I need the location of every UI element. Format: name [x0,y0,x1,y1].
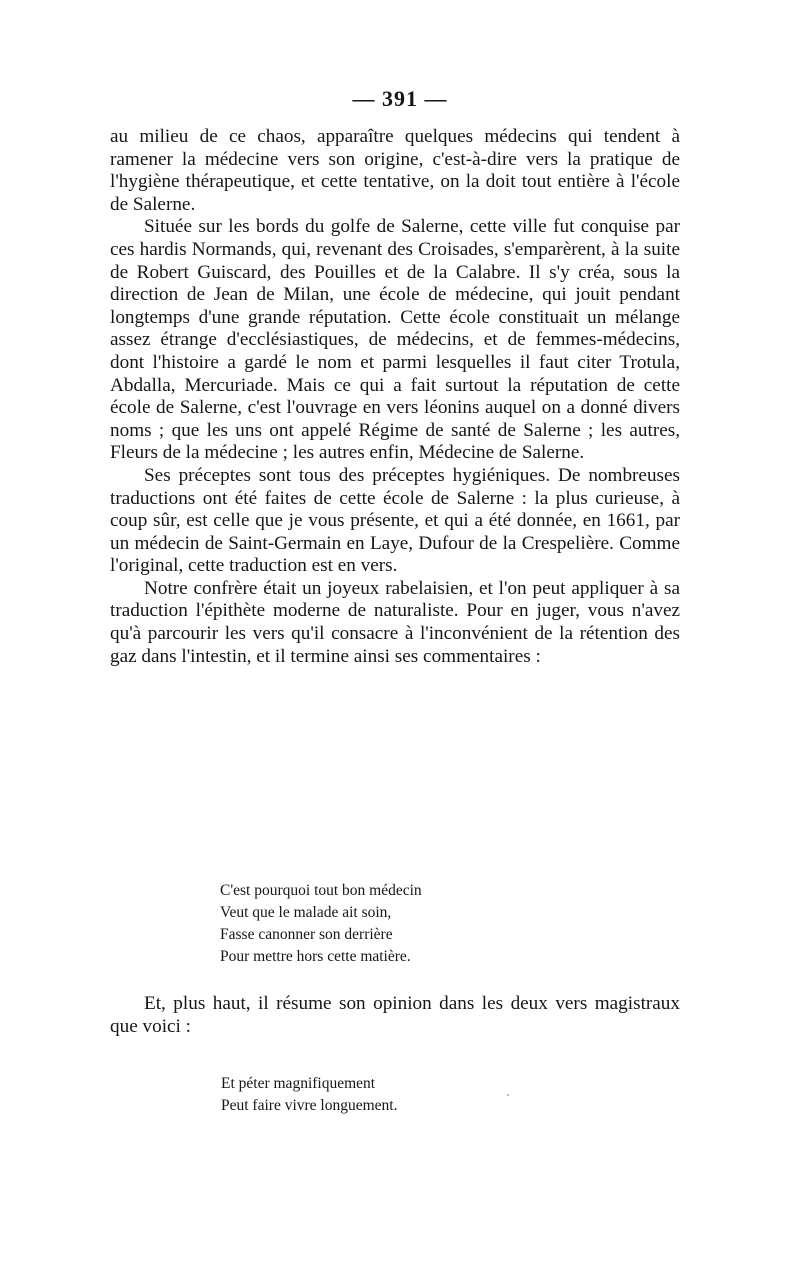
main-text [110,126,680,668]
paragraph-2-body: Située sur les bords du golfe de Salerne, cette ville fut conquise par ces hardis Normands, qui, revenant des Croisades, s'emparèrent, à la suite de Robert Guiscard, des Pouilles et de la Calabre. Il s'y créa, sous la direction de Jean de Milan, une école de médecine, qui jouit pendant longtemps d'une grande réputation. Cette école constituait un mélange assez étrange d'ecclésiastiques, de médecins, et de femmes-médecins, dont l'histoire a gardé le nom et parmi lesquelles il faut citer Trotula, Abdalla, Mercuriade. Mais ce qui a fait surtout la réputation de cette école de Salerne, c'est l'ouvrage en vers léonins auquel on a donné divers noms ; que les uns ont appelé Régime de santé de Salerne ; les autres, Fleurs de la médecine ; les autres enfin, Médecine de Salerne. [110,216,680,464]
verse-quote-1 [220,880,422,968]
verse-line: Fasse canonner son derrière [220,926,393,943]
verse-line: Veut que le malade ait soin, [220,904,392,921]
paragraph-3: Ses préceptes sont tous des préceptes hygiéniques. De nombreuses traductions ont été faites de cette école de Salerne : la plus curieuse, à coup sûr, est celle que je vous présente, et qui a été donnée, en 1661, par un médecin de Saint-Germain en Laye, Dufour de la Crespelière. Comme l'original, cette traduction est en vers. [110,464,680,577]
stray-print-mark: ˙ [506,1091,510,1105]
verse-line: Peut faire vivre longuement. [221,1097,398,1114]
page-number: — 391 — [352,86,448,111]
paragraph-4: Notre confrère était un joyeux rabelaisien, et l'on peut appliquer à sa traduction l'épithète moderne de naturaliste. Pour en juger, vous n'avez qu'à parcourir les vers qu'il consacre à l'inconvénient de la rétention des gaz dans l'intestin, et il termine ainsi ses commentaires : [110,577,680,667]
paragraph-2 [110,216,680,465]
paragraph-5: Et, plus haut, il résume son opinion dans les deux vers magistraux que voici : [110,993,680,1037]
verse-line: Et péter magnifiquement [221,1075,376,1092]
main-text-continued [110,993,680,1038]
verse-line: Pour mettre hors cette matière. [220,948,411,965]
verse-quote-2 [221,1073,397,1117]
paragraph-1: au milieu de ce chaos, apparaître quelques médecins qui tendent à ramener la médecine vers son origine, c'est-à-dire vers la pratique de l'hygiène thérapeutique, et cette tentative, on la doit tout entière à l'école de Salerne. [110,126,680,215]
verse-line: C'est pourquoi tout bon médecin [220,882,422,899]
